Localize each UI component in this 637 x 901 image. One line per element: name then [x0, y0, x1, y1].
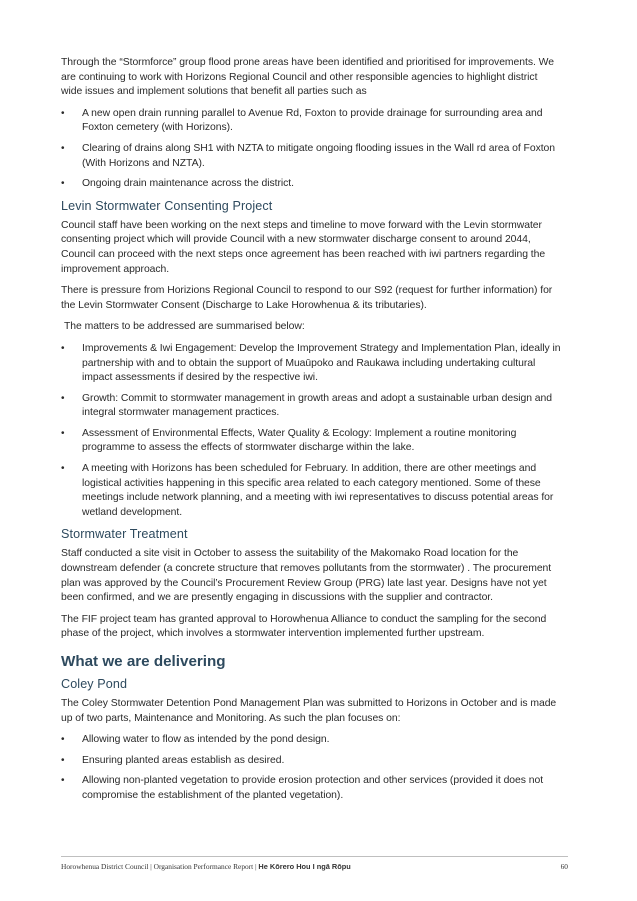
bullet-icon: •: [61, 754, 65, 766]
bullet-icon: •: [61, 775, 65, 787]
delivering-heading: What we are delivering: [61, 653, 226, 670]
list-item: • Growth: Commit to stormwater management in growth areas and adopt a sustainable urban design and integral stormwater management practices.: [61, 392, 552, 419]
bullet-icon: •: [61, 142, 65, 154]
footer-text: Horowhenua District Council | Organisation Performance Report | He Kōrero Hou I ngā Rōpu: [61, 862, 351, 871]
page-content: [61, 56, 561, 810]
bullet-icon: •: [61, 734, 65, 746]
bullet-icon: •: [61, 392, 65, 404]
list-item: • Ongoing drain maintenance across the district.: [61, 177, 561, 192]
page-number: 60: [560, 862, 568, 871]
bullet-icon: •: [61, 342, 65, 354]
bullet-icon: •: [61, 427, 65, 439]
levin-heading: Levin Stormwater Consenting Project: [61, 198, 273, 213]
intro-bullet-list: [61, 107, 561, 192]
list-item: • Allowing water to flow as intended by the pond design.: [61, 733, 561, 748]
treatment-heading: Stormwater Treatment: [61, 527, 188, 542]
footer-bold-title: He Kōrero Hou I ngā Rōpu: [258, 862, 351, 871]
coley-bullet-list: [61, 733, 561, 803]
levin-paragraph-3: The matters to be addressed are summarised below:: [64, 321, 305, 333]
levin-paragraph-2: There is pressure from Horizions Regional Council to respond to our S92 (request for further information) for the Levin Stormwater Consent (Discharge to Lake Horowhenua & its tributaries).: [61, 285, 553, 311]
list-item: • A new open drain running parallel to Avenue Rd, Foxton to provide drainage for surrounding area and Foxton cemetery (with Horizons).: [61, 107, 543, 134]
levin-bullet-list: [61, 342, 561, 521]
list-item: • A meeting with Horizons has been scheduled for February. In addition, there are other meetings and logistical activities happening in this specific area related to each category mentioned. Some of these meetings include network planning, and a meeting with iwi representatives to discuss potential areas for wetland development.: [61, 463, 554, 518]
levin-paragraph-1: Council staff have been working on the next steps and timeline to move forward with the Levin stormwater consenting project which will provide Council with a new stormwater discharge consent to around 2044, Council can proceed with the next steps once agreement has been reached with iwi partners regarding the improvement approach.: [61, 219, 546, 275]
list-item: • Assessment of Environmental Effects, Water Quality & Ecology: Implement a routine monitoring programme to assess the effects of stormwater discharge within the lake.: [61, 427, 517, 454]
list-item: • Clearing of drains along SH1 with NZTA to mitigate ongoing flooding issues in the Wall rd area of Foxton (With Horizons and NZTA).: [61, 142, 556, 169]
bullet-icon: •: [61, 178, 65, 190]
list-item: • Ensuring planted areas establish as desired.: [61, 754, 561, 769]
coley-pond-heading: Coley Pond: [61, 677, 128, 691]
page-footer: [61, 856, 568, 871]
bullet-icon: •: [61, 463, 65, 475]
list-item: • Allowing non-planted vegetation to provide erosion protection and other services (provided it does not compromise the establishment of the planted vegetation).: [61, 775, 544, 801]
treatment-paragraph-1: Staff conducted a site visit in October to assess the suitability of the Makomako Road location for the downstream defender (a concrete structure that removes pollutants from the stormwater) . The procurement plan was approved by the Council’s Procurement Review Group (PRG) late last year. Designs have not yet been confirmed, and we are presently engaging in discussions with the supplier and contractor.: [61, 548, 552, 604]
coley-paragraph: The Coley Stormwater Detention Pond Management Plan was submitted to Horizons in October and is made up of two parts, Maintenance and Monitoring. As such the plan focuses on:: [61, 698, 557, 724]
treatment-paragraph-2: The FIF project team has granted approval to Horowhenua Alliance to conduct the sampling for the second phase of the project, which involves a stormwater intervention implemented further upstream.: [61, 613, 547, 640]
bullet-icon: •: [61, 107, 65, 119]
intro-paragraph: Through the “Stormforce” group flood prone areas have been identified and prioritised for improvements. We are continuing to work with Horizons Regional Council and other responsible agencies to highlight district wide issues and implement solutions that benefit all parties such as: [61, 57, 554, 98]
list-item: • Improvements & Iwi Engagement: Develop the Improvement Strategy and Implementation Plan, ideally in partnership with and to obtain the support of Muaūpoko and Raukawa including undertaking cultural impact assessments if desired by the respective iwi.: [61, 342, 561, 384]
